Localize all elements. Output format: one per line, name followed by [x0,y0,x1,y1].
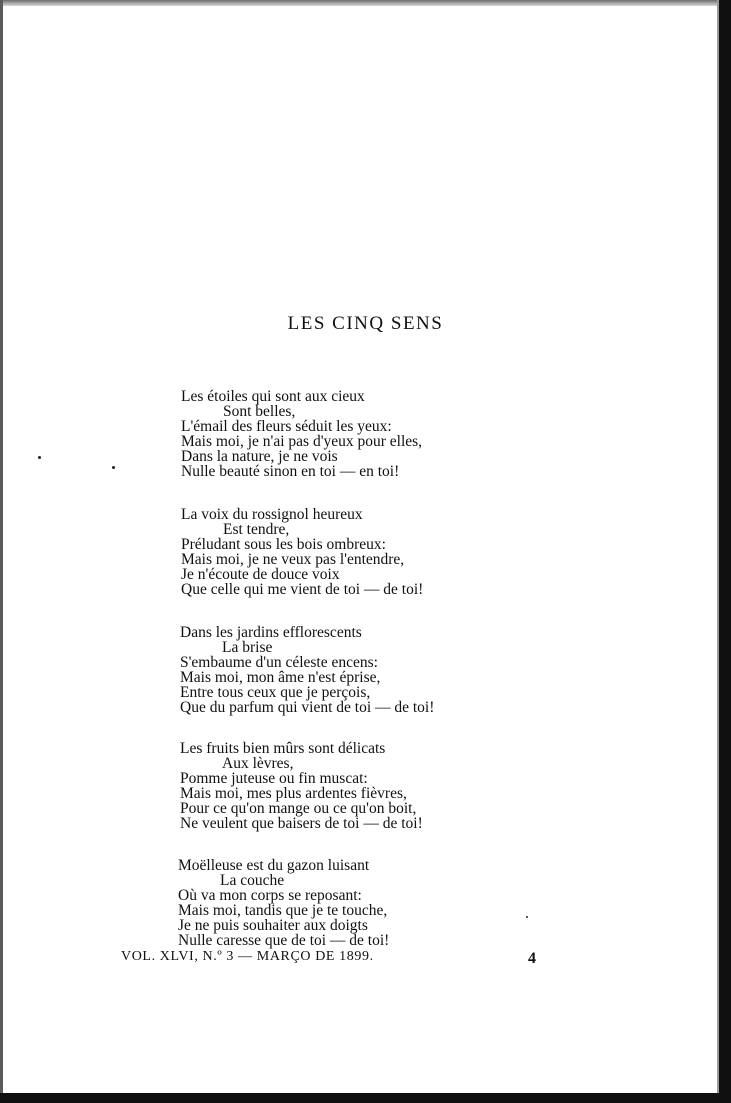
poem-title: LES CINQ SENS [287,313,444,334]
poem-line: Les étoiles qui sont aux cieux [181,388,365,405]
scan-border-left [0,0,3,1103]
poem-line: La voix du rossignol heureux [181,506,363,523]
poem-line: Nulle beauté sinon en toi — en toi! [181,463,400,480]
poem-line: Ne veulent que baisers de toi — de toi! [180,815,423,832]
ink-speck [526,916,528,918]
poem-line: La couche [220,872,285,889]
volume-footer: VOL. XLVI, N.º 3 — MARÇO DE 1899. [121,949,374,964]
poem-line: Sont belles, [223,403,296,420]
poem-line: Dans les jardins efflorescents [180,624,362,641]
poem-line: Que celle qui me vient de toi — de toi! [181,581,424,598]
poem-line: Moëlleuse est du gazon luisant [178,857,370,874]
stanza-2 [181,507,423,597]
poem-line: Pomme juteuse ou fin muscat: [180,770,368,787]
poem-line: Pour ce qu'on mange ou ce qu'on boit, [180,800,417,817]
poem-line: Mais moi, je ne veux pas l'entendre, [181,551,405,568]
page-number: 4 [528,950,536,967]
ink-speck [112,466,115,469]
poem-line: S'embaume d'un céleste encens: [180,654,378,671]
poem-line: Que du parfum qui vient de toi — de toi! [180,699,435,716]
poem-line: La brise [222,639,273,656]
scan-border-right [719,0,731,1103]
stanza-5 [178,858,389,948]
poem-line: Les fruits bien mûrs sont délicats [180,740,386,757]
poem-line: Mais moi, mon âme n'est éprise, [180,669,381,686]
poem-line: L'émail des fleurs séduit les yeux: [181,418,392,435]
poem-line: Mais moi, mes plus ardentes fièvres, [180,785,407,802]
poem-line: Où va mon corps se reposant: [178,887,362,904]
poem-line: Entre tous ceux que je perçois, [180,684,371,701]
poem-line: Mais moi, tandis que je te touche, [178,902,388,919]
poem-line: Mais moi, je n'ai pas d'yeux pour elles, [181,433,423,450]
poem-line: Je n'écoute de douce voix [181,566,340,583]
ink-speck [38,456,41,459]
scan-border-top [0,0,731,6]
scan-border-bottom [0,1093,731,1103]
stanza-4 [180,741,423,831]
poem-line: Aux lèvres, [222,755,294,772]
poem-line: Dans la nature, je ne vois [181,448,338,465]
poem-line: Est tendre, [223,521,290,538]
poem-line: Préludant sous les bois ombreux: [181,536,386,553]
stanza-1 [181,389,422,479]
poem-line: Je ne puis souhaiter aux doigts [178,917,368,934]
stanza-3 [180,625,434,715]
poem-line: Nulle caresse que de toi — de toi! [178,932,390,949]
